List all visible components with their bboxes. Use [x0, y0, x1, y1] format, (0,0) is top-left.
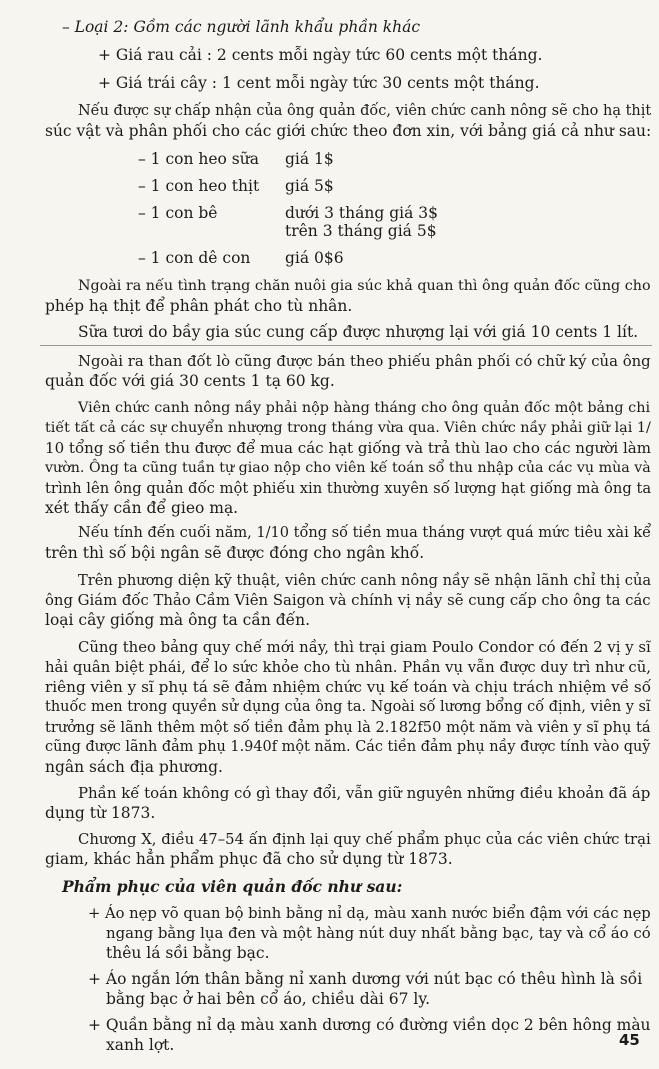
- price-item-value: giá 1$: [285, 150, 334, 168]
- horizontal-divider: [40, 345, 652, 346]
- paragraph-line: loại cây giống mà ông ta cần đến.: [45, 611, 311, 629]
- paragraph-line: quản đốc với giá 30 cents 1 tạ 60 kg.: [45, 372, 335, 390]
- paragraph-line: Cũng theo bảng quy chế mới nầy, thì trại giam Poulo Condor có đến 2 vị y sĩ: [78, 638, 651, 656]
- paragraph-line: Sữa tươi do bầy gia súc cung cấp được nhượng lại với giá 10 cents 1 lít.: [78, 323, 639, 341]
- uniform-list-item: bằng bạc ở hai bên cổ áo, chiều dài 67 ly.: [106, 990, 431, 1008]
- paragraph-line: hải quân biệt phái, để lo sức khỏe cho tù nhân. Phần vụ vẫn được duy trì như cũ,: [45, 659, 651, 676]
- uniform-heading: Phẩm phục của viên quản đốc như sau:: [62, 877, 403, 896]
- paragraph-line: Viên chức canh nông nầy phải nộp hàng tháng cho ông quản đốc một bảng chi: [78, 400, 651, 416]
- paragraph-line: trình lên ông quản đốc một phiếu xin thường xuyên số lượng hạt giống mà ông ta: [45, 480, 652, 497]
- uniform-list-item: + Quần bằng nỉ dạ màu xanh dương có đường viền dọc 2 bên hông màu: [88, 1016, 651, 1034]
- uniform-list-item: + Áo ngắn lớn thân bằng nỉ xanh dương với nút bạc có thêu hình là sồi: [88, 970, 643, 988]
- paragraph-line: dụng từ 1873.: [45, 804, 156, 822]
- page-number: 45: [619, 1031, 640, 1049]
- paragraph-line: giam, khác hẳn phẩm phục đã cho sử dụng từ 1873.: [45, 850, 453, 868]
- paragraph-line: tiết tất cả các sự chuyển nhượng trong tháng vừa qua. Viên chức nầy phải giữ lại 1/: [45, 420, 651, 436]
- paragraph-line: Nếu tính đến cuối năm, 1/10 tổng số tiền mua tháng vượt quá mức tiêu xài kể: [78, 525, 652, 541]
- list-item-vegetables: + Giá rau cải : 2 cents mỗi ngày tức 60 cents một tháng.: [98, 46, 543, 64]
- paragraph-line: Trên phương diện kỹ thuật, viên chức canh nông nầy sẽ nhận lãnh chỉ thị của: [78, 572, 652, 589]
- uniform-list-item: thêu lá sồi bằng bạc.: [106, 944, 270, 962]
- paragraph-line: 10 tổng số tiền thu được để mua các hạt giống và trả thù lao cho các người làm: [45, 439, 652, 457]
- price-item-value: giá 5$: [285, 177, 334, 195]
- paragraph-line: Ngoài ra than đốt lò cũng được bán theo phiếu phân phối có chữ ký của ông: [78, 352, 651, 370]
- price-item-value: trên 3 tháng giá 5$: [285, 222, 437, 240]
- paragraph-line: Ngoài ra nếu tình trạng chăn nuôi gia súc khả quan thì ông quản đốc cũng cho: [78, 278, 651, 294]
- price-item-value: giá 0$6: [285, 249, 344, 267]
- price-item-label: – 1 con heo thịt: [138, 177, 260, 195]
- uniform-list-item: ngang bằng lụa đen và một hàng nút duy nhất bằng bạc, tay và cổ áo có: [106, 924, 651, 942]
- paragraph-line: trên thì số bội ngân sẽ được đóng cho ngân khố.: [45, 544, 425, 562]
- paragraph-line: Nếu được sự chấp nhận của ông quản đốc, viên chức canh nông sẽ cho hạ thịt: [78, 103, 652, 119]
- paragraph-line: thuốc men trong quyền sử dụng của ông ta. Ngoài số lương bổng cố định, viên y sĩ: [45, 699, 651, 715]
- paragraph-line: ngân sách địa phương.: [45, 758, 223, 776]
- paragraph-line: xét thấy cần để gieo mạ.: [45, 499, 239, 517]
- paragraph-line: Chương X, điều 47–54 ấn định lại quy chế phẩm phục của các viên chức trại: [78, 830, 651, 848]
- category-heading: – Loại 2: Gồm các người lãnh khẩu phần khác: [62, 18, 421, 36]
- paragraph-line: cũng được lãnh đảm phụ 1.940f một năm. Các tiền đảm phụ nầy được tính vào quỹ: [45, 739, 651, 755]
- paragraph-line: ông Giám đốc Thảo Cầm Viên Saigon và chính vị nầy sẽ cung cấp cho ông ta các: [45, 592, 651, 609]
- price-item-label: – 1 con bê: [138, 204, 218, 222]
- paragraph-line: Phần kế toán không có gì thay đổi, vẫn giữ nguyên những điều khoản đã áp: [78, 784, 651, 802]
- paragraph-line: phép hạ thịt để phân phát cho tù nhân.: [45, 297, 353, 315]
- paragraph-line: trưởng sẽ lãnh thêm một số tiền đảm phụ là 2.182f50 một năm và viên y sĩ phụ tá: [45, 719, 651, 736]
- price-item-label: – 1 con dê con: [138, 249, 251, 267]
- paragraph-line: riêng viên y sĩ phụ tá sẽ đảm nhiệm chức vụ kế toán và chịu trách nhiệm về số: [45, 678, 652, 696]
- uniform-list-item: xanh lợt.: [106, 1036, 175, 1054]
- price-item-label: – 1 con heo sữa: [138, 150, 259, 168]
- paragraph-line: vườn. Ông ta cũng tuần tự giao nộp cho viên kế toán sổ thu nhập của các vụ mùa và: [45, 460, 651, 476]
- paragraph-line: súc vật và phân phối cho các giới chức theo đơn xin, với bảng giá cả như sau:: [45, 122, 652, 140]
- list-item-fruit: + Giá trái cây : 1 cent mỗi ngày tức 30 cents một tháng.: [98, 74, 540, 92]
- uniform-list-item: + Áo nẹp võ quan bộ binh bằng nỉ dạ, màu xanh nước biển đậm với các nẹp: [88, 905, 651, 922]
- price-item-value: dưới 3 tháng giá 3$: [285, 204, 438, 222]
